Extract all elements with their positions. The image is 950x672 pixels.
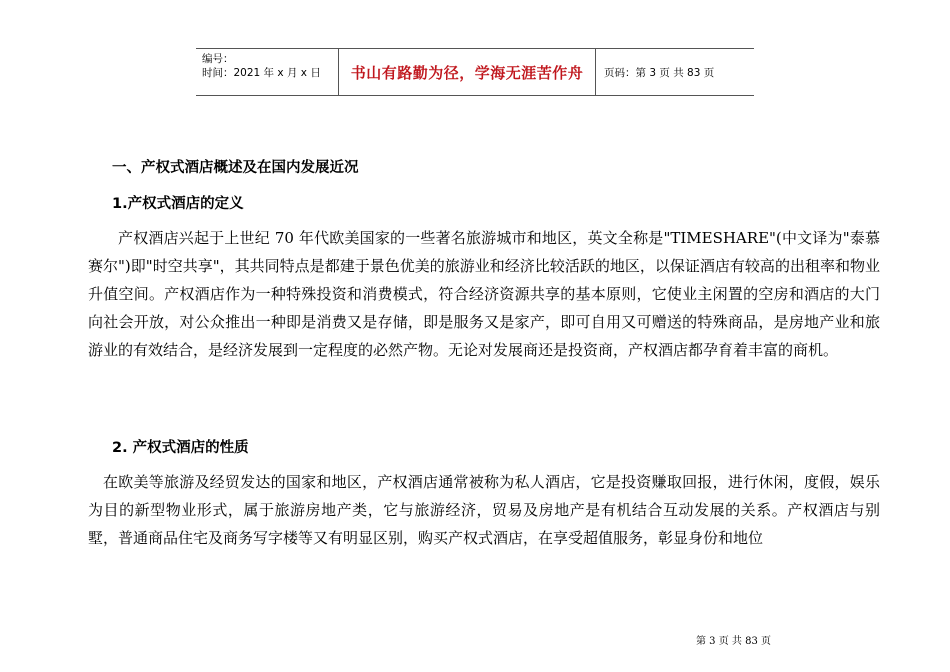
header-meta xyxy=(196,49,338,95)
paragraph-definition: 产权酒店兴起于上世纪 70 年代欧美国家的一些著名旅游城市和地区，英文全称是"TIMESHARE"(中文译为"泰慕赛尔")即"时空共享"，其共同特点是都建于景色优美的旅游业和经济比较活跃的地区，以保证酒店有较高的出租率和物业升值空间。产权酒店作为一种特殊投资和消费模式，符合经济资源共享的基本原则，它使业主闲置的空房和酒店的大门向社会开放，对公众推出一种即是消费又是存储，即是服务又是家产，即可自用又可赠送的特殊商品，是房地产业和旅游业的有效结合，是经济发展到一定程度的必然产物。无论对发展商还是投资商，产权酒店都孕育着丰富的商机。 xyxy=(88,229,880,359)
document-header xyxy=(196,48,754,96)
page-footer: 第 3 页 共 83 页 xyxy=(696,636,771,647)
header-time-label: 时间：2021 年 x 月 x 日 xyxy=(202,67,321,79)
header-page-code: 页码：第 3 页 共 83 页 xyxy=(604,66,715,79)
section-heading: 一、产权式酒店概述及在国内发展近况 xyxy=(112,160,359,176)
subsection-heading-definition: 1.产权式酒店的定义 xyxy=(112,196,244,212)
header-number-label: 编号： xyxy=(202,53,234,65)
subsection-heading-nature: 2. 产权式酒店的性质 xyxy=(112,440,249,456)
header-motto: 书山有路勤为径，学海无涯苦作舟 xyxy=(338,49,596,95)
paragraph-nature: 在欧美等旅游及经贸发达的国家和地区，产权酒店通常被称为私人酒店，它是投资赚取回报，进行休闲，度假，娱乐为目的新型物业形式，属于旅游房地产类，它与旅游经济，贸易及房地产是有机结合互动发展的关系。产权酒店与别墅，普通商品住宅及商务写字楼等又有明显区别，购买产权式酒店，在享受超值服务，彰显身份和地位 xyxy=(88,473,880,547)
